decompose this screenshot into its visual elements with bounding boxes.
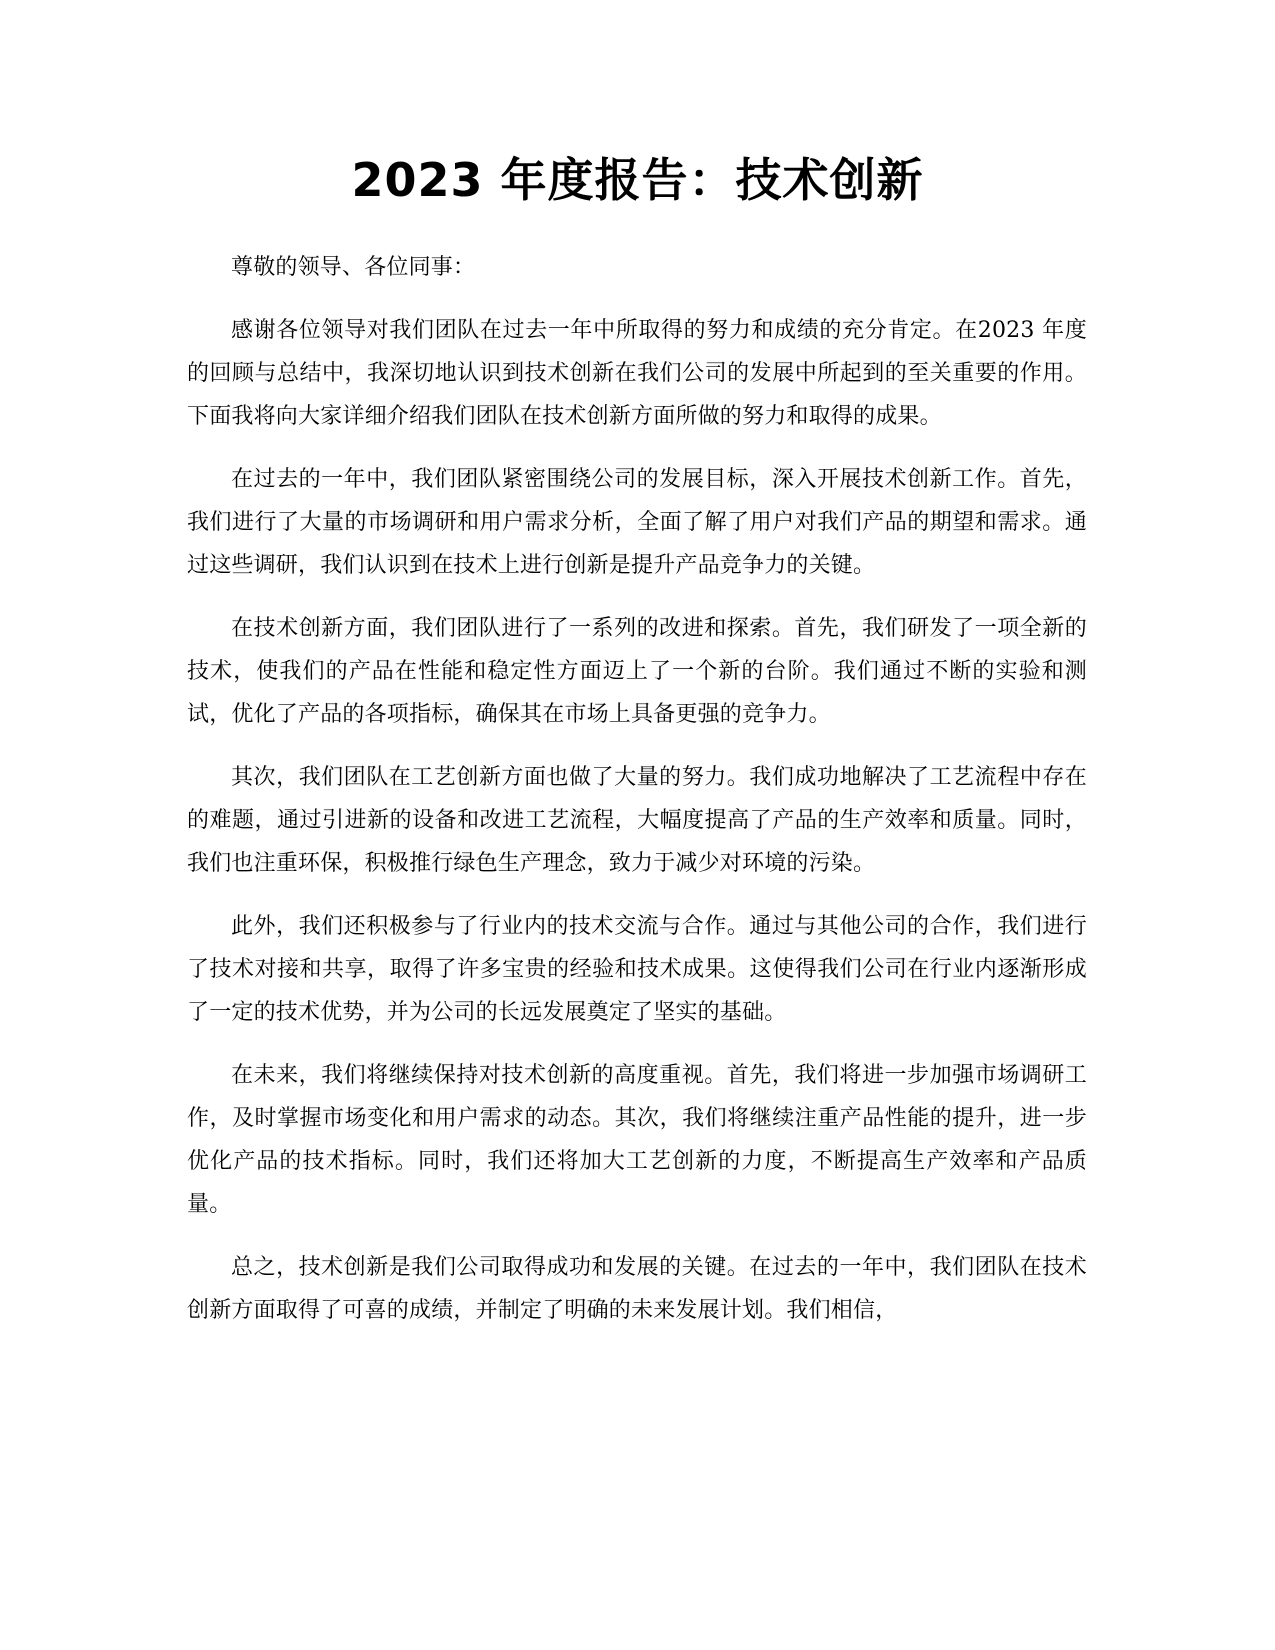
document-body	[187, 246, 1087, 1352]
body-paragraph: 在技术创新方面，我们团队进行了一系列的改进和探索。首先，我们研发了一项全新的技术，使我们的产品在性能和稳定性方面迈上了一个新的台阶。我们通过不断的实验和测试，优化了产品的各项指标，确保其在市场上具备更强的竞争力。	[187, 616, 1087, 727]
body-paragraph: 在未来，我们将继续保持对技术创新的高度重视。首先，我们将进一步加强市场调研工作，及时掌握市场变化和用户需求的动态。其次，我们将继续注重产品性能的提升，进一步优化产品的技术指标。同时，我们还将加大工艺创新的力度，不断提高生产效率和产品质量。	[187, 1063, 1087, 1217]
body-paragraph: 在过去的一年中，我们团队紧密围绕公司的发展目标，深入开展技术创新工作。首先，我们进行了大量的市场调研和用户需求分析，全面了解了用户对我们产品的期望和需求。通过这些调研，我们认识到在技术上进行创新是提升产品竞争力的关键。	[187, 467, 1087, 578]
body-paragraph: 其次，我们团队在工艺创新方面也做了大量的努力。我们成功地解决了工艺流程中存在的难题，通过引进新的设备和改进工艺流程，大幅度提高了产品的生产效率和质量。同时，我们也注重环保，积极推行绿色生产理念，致力于减少对环境的污染。	[187, 765, 1087, 876]
body-paragraph: 总之，技术创新是我们公司取得成功和发展的关键。在过去的一年中，我们团队在技术创新方面取得了可喜的成绩，并制定了明确的未来发展计划。我们相信，	[187, 1255, 1087, 1323]
body-paragraph: 此外，我们还积极参与了行业内的技术交流与合作。通过与其他公司的合作，我们进行了技术对接和共享，取得了许多宝贵的经验和技术成果。这使得我们公司在行业内逐渐形成了一定的技术优势，并为公司的长远发展奠定了坚实的基础。	[187, 914, 1087, 1025]
salutation-paragraph: 尊敬的领导、各位同事：	[231, 255, 476, 280]
body-paragraph: 感谢各位领导对我们团队在过去一年中所取得的努力和成绩的充分肯定。在2023 年度的回顾与总结中，我深切地认识到技术创新在我们公司的发展中所起到的至关重要的作用。下面我将向大家详细介绍我们团队在技术创新方面所做的努力和取得的成果。	[187, 318, 1087, 429]
document-title: 2023 年度报告：技术创新	[351, 153, 924, 207]
